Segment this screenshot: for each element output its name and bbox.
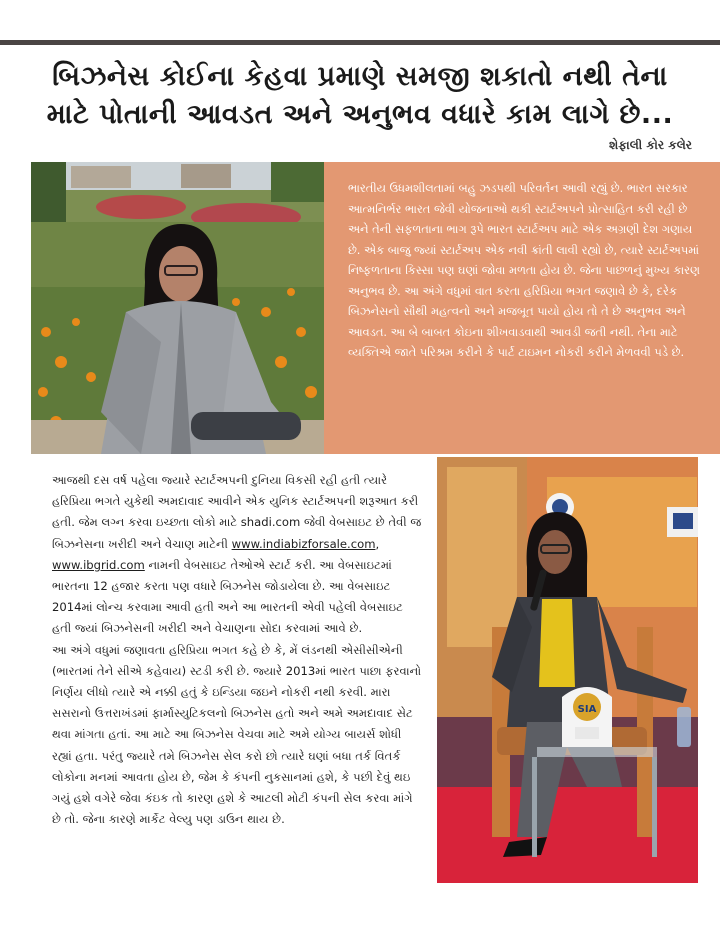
headline: બિઝનેસ કોઈના કેહવા પ્રમાણે સમજી શકાતો નથી તેના માટે પોતાની આવડત અને અનુભવ વધારે કામ લાગે છે... <box>46 61 674 130</box>
body-paragraph-1 <box>52 470 424 640</box>
link-separator: , <box>375 536 380 551</box>
body-p1-before: આજથી દસ વર્ષ પહેલા જ્યારે સ્ટાર્ટઅપની દુનિયા વિકસી રહી હતી ત્યારે હરિપ્રિયા ભગતે યુકેથી અમદાવાદ આવીને એક યુનિક સ્ટાર્ટઅપની શરૂઆત કરી હતી. જેમ લગ્ન કરવા ઇચ્છતા લોકો માટે shadi.com જેવી વેબસાઇટ છે તેવી જ બિઝનેસના ખરીદી અને વેચાણ માટેની <box>52 473 422 551</box>
photo-stage-speaker <box>437 457 698 883</box>
intro-text: ભારતીય ઉધમશીલતામાં બહુ ઝડપથી પરિવર્તન આવી રહ્યું છે. ભારત સરકાર આત્મનિર્ભર ભારત જેવી યોજનાઓ થકી સ્ટાર્ટઅપને પ્રોત્સાહિત કરી રહી છે અને તેની સફળતાના ભાગ રૂપે ભારત સ્ટાર્ટઅપ માટે એક અગ્રણી દેશ ગણાય છે. એક બાજુ જ્યાં સ્ટાર્ટઅપ એક નવી ક્રાંતી લાવી રહ્યો છે, ત્યારે સ્ટાર્ટઅપમાં નિષ્ફળતાના કિસ્સા પણ ઘણાં જોવા મળતા હોય છે. જેના પાછળનું મુખ્ય કારણ અનુભવ છે. આ અંગે વધુમાં વાત કરતા હરિપ્રિયા ભગત જણાવે છે કે, દરેક બિઝનેસનો સૌથી મહત્વનો અને મજબૂત પાયો હોય તો તે છે અનુભવ અને આવડત. આ બે બાબત કોઇના શીખવાડવાથી આવડી જતી નથી. તેના માટે વ્યક્તિએ જાતે પરિશ્રમ કરીને કે પાર્ટ ટાઇમન નોકરી કરીને મેળવવી પડે છે. <box>348 181 700 359</box>
link-ibgrid[interactable]: www.ibgrid.com <box>52 557 145 572</box>
body-p1-after: નામની વેબસાઇટ તેઓએ સ્ટાર્ટ કરી. આ વેબસાઇટમાં ભારતના 12 હજાર કરતા પણ વધારે બિઝનેસ જોડાયેલા છે. આ વેબસાઇટ 2014માં લોન્ચ કરવામા આવી હતી અને આ ભારતની એવી પહેલી વેબસાઇટ હતી જ્યાં બિઝનેસની ખરીદી અને વેચાણના સોદા કરવામાં આવે છે. <box>52 557 403 636</box>
article-body <box>52 470 424 830</box>
photo-garden-portrait <box>31 162 324 454</box>
award-logo-text: SIA <box>577 704 597 715</box>
byline: શેફાલી કોર કલેર <box>608 138 692 152</box>
link-indiabizforsale[interactable]: www.indiabizforsale.com <box>231 536 376 551</box>
top-rule <box>0 40 720 45</box>
body-paragraph-2: આ અંગે વધુમાં જણાવતા હરિપ્રિયા ભગત કહે છે કે, મેં લંડનથી એસીસીએની (ભારતમાં તેને સીએ કહેવાય) સ્ટડી કરી છે. જ્યારે 2013માં ભારત પાછા ફરવાનો નિર્ણય લીધો ત્યારે એ નક્કી હતું કે ઇન્ડિયા જઇને નોકરી નથી કરવી. મારા સસરાનો ઉત્તરાખંડમાં ફાર્માસ્યુટિકલનો બિઝનેસ હતો અને અમે અમદાવાદ સેટ થવા માંગતા હતાં. આ માટે આ બિઝનેસ વેચવા માટે અમે યોગ્ય બાયર્સ શોધી રહ્યાં હતા. પરંતુ જ્યારે તમે બિઝનેસ સેલ કરો છો ત્યારે ઘણાં બધા તર્ક વિતર્ક લોકોના મનમાં આવતા હોય છે, જેમ કે કંપની નુકસાનમાં હશે, કે પછી દેવું થઇ ગયું હશે વગેરે જેવા કંઇક તો કારણ હશે કે આટલી મોટી કંપની સેલ કરવા માંગે છે તો. જેના કારણે માર્કેટ વેલ્યુ પણ ડાઉન થાય છે. <box>52 642 422 827</box>
intro-box <box>324 162 720 454</box>
